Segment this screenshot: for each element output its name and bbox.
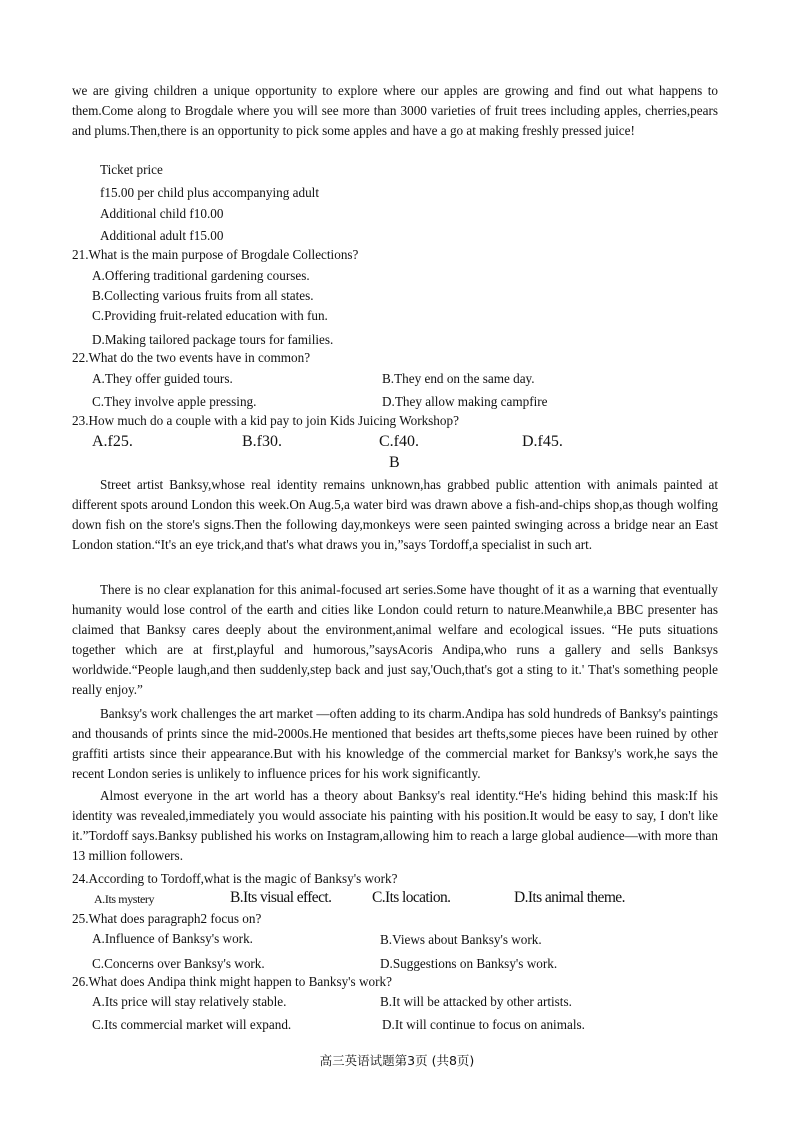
passage-a-intro: we are giving children a unique opportunity to explore where our apples are growing and find out what happens to them.Come along to Brogdale where you will see more than 3000 varieties of fruit trees including apples, cherries,pears and plums.Then,there is an opportunity to pick some apples and have a go at making freshly pressed juice! xyxy=(72,83,718,138)
option: B.Collecting various fruits from all states. xyxy=(92,288,314,303)
question-stem: 25.What does paragraph2 focus on? xyxy=(72,911,262,926)
option: C.Providing fruit-related education with fun. xyxy=(92,308,328,323)
option: D.f45. xyxy=(522,433,563,450)
section-b-heading: B xyxy=(389,454,400,471)
option: A.f25. xyxy=(92,433,133,450)
ticket-line: f15.00 per child plus accompanying adult xyxy=(100,185,320,200)
option: D.Suggestions on Banksy's work. xyxy=(380,956,558,971)
option: C.Concerns over Banksy's work. xyxy=(92,956,265,971)
passage-b-paragraph-4: Almost everyone in the art world has a theory about Banksy's real identity.“He's hiding behind this mask:If his identity was revealed,immediately you would associate his painting with his position.It would be easy to say, I don't like it.”Tordoff says.Banksy published his works on Instagram,allowing him to reach a large global audience—with more than 13 million followers. xyxy=(72,788,718,863)
option: D.Making tailored package tours for families. xyxy=(92,332,334,347)
option: A.Influence of Banksy's work. xyxy=(92,931,253,946)
question-stem: 23.How much do a couple with a kid pay to join Kids Juicing Workshop? xyxy=(72,413,459,428)
page-footer: 高三英语试题第3页 (共8页) xyxy=(319,1053,475,1068)
option: A.Offering traditional gardening courses. xyxy=(92,268,310,283)
option: A.Its mystery xyxy=(94,892,155,906)
option: D.They allow making campfire xyxy=(382,394,548,409)
option: B.Its visual effect. xyxy=(230,889,332,906)
option: C.f40. xyxy=(379,433,419,450)
passage-b-paragraph-1: Street artist Banksy,whose real identity remains unknown,has grabbed public attention with animals painted at different spots around London this week.On Aug.5,a water bird was drawn above a fish-and-chips shop,as though wolfing down fish on the store's signs.Then the following day,monkeys were seen painted swinging across a bridge near an East London station.“It's an eye trick,and that's what draws you in,”says Tordoff,a specialist in such art. xyxy=(72,477,718,552)
question-stem: 24.According to Tordoff,what is the magic of Banksy's work? xyxy=(72,871,398,886)
option: B.Views about Banksy's work. xyxy=(380,932,542,947)
passage-b-paragraph-2: There is no clear explanation for this animal-focused art series.Some have thought of it as a warning that eventually humanity would lose control of the earth and cities like London could return to nature.Meanwhile,a BBC presenter has claimed that Banksy cares deeply about the environment,animal welfare and ecological issues. “He puts situations together which are at first,playful and humorous,”saysAcoris Andipa,who runs a gallery and sells Banksys worldwide.“People laugh,and then suddenly,step back and just say,'Ouch,that's got a sting to it.' That's something people really enjoy.” xyxy=(72,582,718,697)
ticket-price-title: Ticket price xyxy=(100,162,163,177)
ticket-line: Additional child f10.00 xyxy=(100,206,224,221)
option: C.Its location. xyxy=(372,889,451,906)
question-stem: 21.What is the main purpose of Brogdale Collections? xyxy=(72,247,359,262)
option: A.They offer guided tours. xyxy=(92,371,233,386)
option: C.They involve apple pressing. xyxy=(92,394,257,409)
option: B.It will be attacked by other artists. xyxy=(380,994,572,1009)
option: D.Its animal theme. xyxy=(514,889,625,906)
option: D.It will continue to focus on animals. xyxy=(382,1017,585,1032)
option: C.Its commercial market will expand. xyxy=(92,1017,292,1032)
question-stem: 22.What do the two events have in common? xyxy=(72,350,311,365)
passage-b-paragraph-3: Banksy's work challenges the art market —often adding to its charm.Andipa has sold hundreds of Banksy's paintings and thousands of prints since the mid-2000s.He mentioned that besides art thefts,some pieces have been ruined by other graffiti artists since their appearance.But with his knowledge of the commercial market for Banksy's work,he says the recent London series is unlikely to influence prices for his work significantly. xyxy=(72,706,718,781)
question-stem: 26.What does Andipa think might happen to Banksy's work? xyxy=(72,974,392,989)
ticket-line: Additional adult f15.00 xyxy=(100,228,224,243)
option: A.Its price will stay relatively stable. xyxy=(92,994,287,1009)
option: B.They end on the same day. xyxy=(382,371,535,386)
option: B.f30. xyxy=(242,433,282,450)
